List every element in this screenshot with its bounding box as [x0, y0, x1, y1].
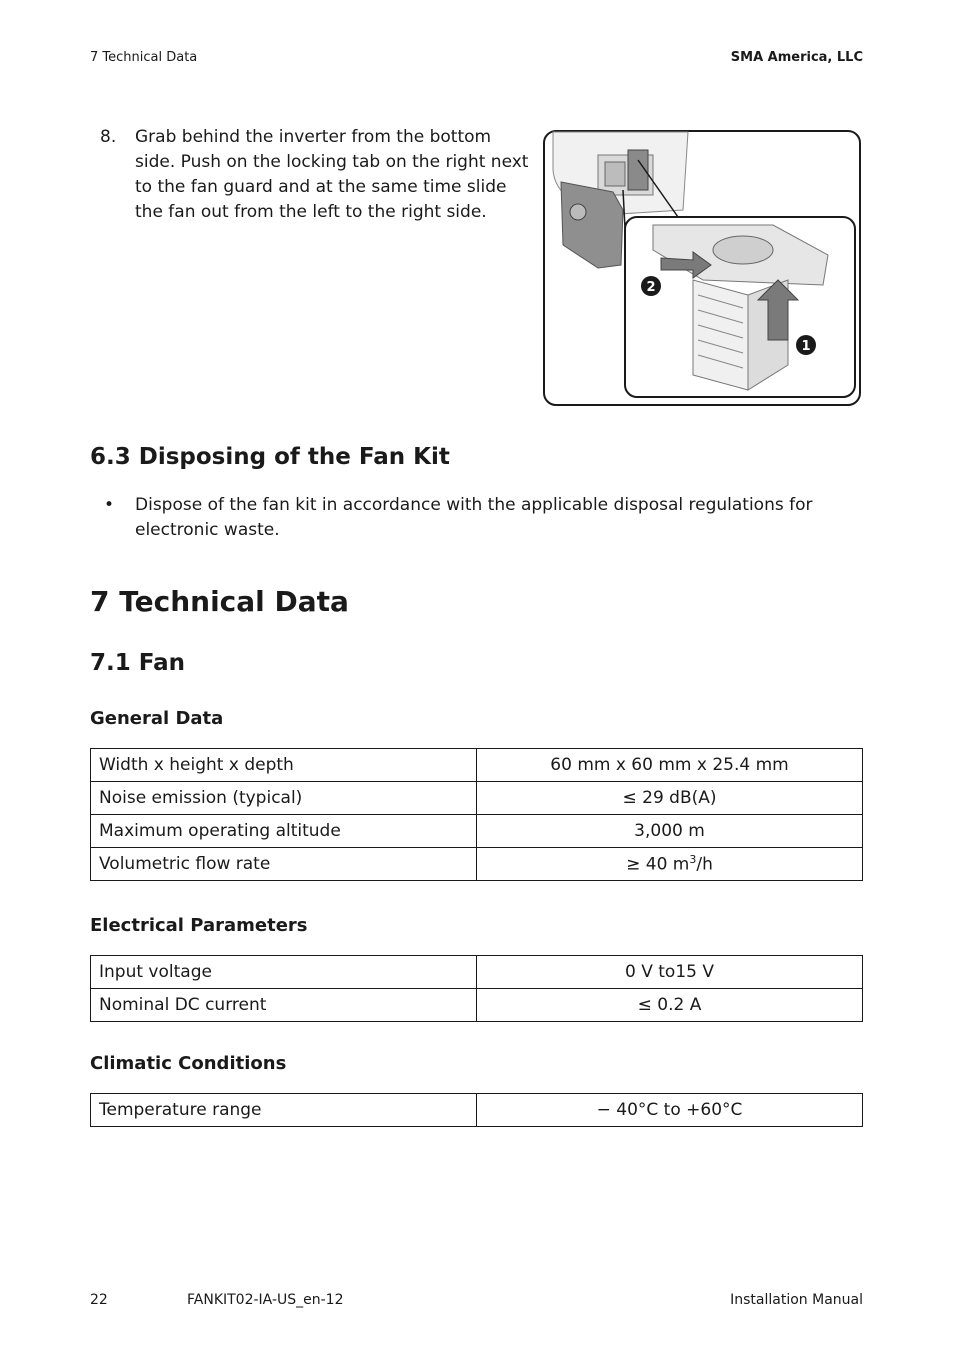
table-cell-label: Volumetric flow rate: [91, 848, 477, 881]
general-data-table: [90, 748, 863, 881]
fan-removal-illustration: [543, 130, 861, 406]
table-cell-value: 3,000 m: [477, 815, 863, 848]
flow-rate-exponent: 3: [689, 853, 697, 867]
table-cell-value: − 40°C to +60°C: [477, 1094, 863, 1127]
table-cell-value: 60 mm x 60 mm x 25.4 mm: [477, 749, 863, 782]
table-row: [91, 956, 863, 989]
table-cell-value: [477, 848, 863, 881]
table-row: [91, 989, 863, 1022]
callout-1: 1: [801, 339, 811, 354]
callout-2: 2: [646, 280, 656, 295]
climatic-conditions-heading: Climatic Conditions: [90, 1053, 287, 1074]
table-cell-label: Noise emission (typical): [91, 782, 477, 815]
table-cell-value: 0 V to15 V: [477, 956, 863, 989]
table-row: [91, 1094, 863, 1127]
table-row: [91, 815, 863, 848]
chapter-7-title: 7 Technical Data: [90, 585, 349, 618]
header-section: 7 Technical Data: [90, 50, 198, 65]
disposal-text: Dispose of the fan kit in accordance with the applicable disposal regulations for electronic waste.: [135, 495, 813, 540]
table-row: [91, 782, 863, 815]
table-row: [91, 749, 863, 782]
header-company: SMA America, LLC: [730, 50, 863, 65]
table-cell-label: Input voltage: [91, 956, 477, 989]
document-id: FANKIT02-IA-US_en-12: [187, 1292, 344, 1308]
flow-rate-value: ≥ 40 m: [626, 854, 690, 875]
flow-rate-unit: /h: [696, 854, 713, 875]
electrical-parameters-heading: Electrical Parameters: [90, 915, 308, 936]
climatic-conditions-table: [90, 1093, 863, 1127]
table-cell-label: Width x height x depth: [91, 749, 477, 782]
table-cell-label: Temperature range: [91, 1094, 477, 1127]
step-text: Grab behind the inverter from the bottom side. Push on the locking tab on the right next to the fan guard and at the same time slide the fan out from the left to the right side.: [135, 127, 529, 222]
table-cell-value: ≤ 0.2 A: [477, 989, 863, 1022]
table-cell-value: ≤ 29 dB(A): [477, 782, 863, 815]
table-cell-label: Maximum operating altitude: [91, 815, 477, 848]
table-row: [91, 848, 863, 881]
step-number: 8.: [100, 127, 117, 147]
general-data-heading: General Data: [90, 708, 224, 729]
manual-type: Installation Manual: [730, 1292, 863, 1308]
bullet-point: •: [104, 495, 115, 515]
page-number: 22: [90, 1292, 108, 1308]
section-6-3-title: 6.3 Disposing of the Fan Kit: [90, 444, 450, 470]
table-cell-label: Nominal DC current: [91, 989, 477, 1022]
fan-removal-drawing: [543, 130, 861, 406]
electrical-parameters-table: [90, 955, 863, 1022]
section-7-1-title: 7.1 Fan: [90, 650, 186, 676]
